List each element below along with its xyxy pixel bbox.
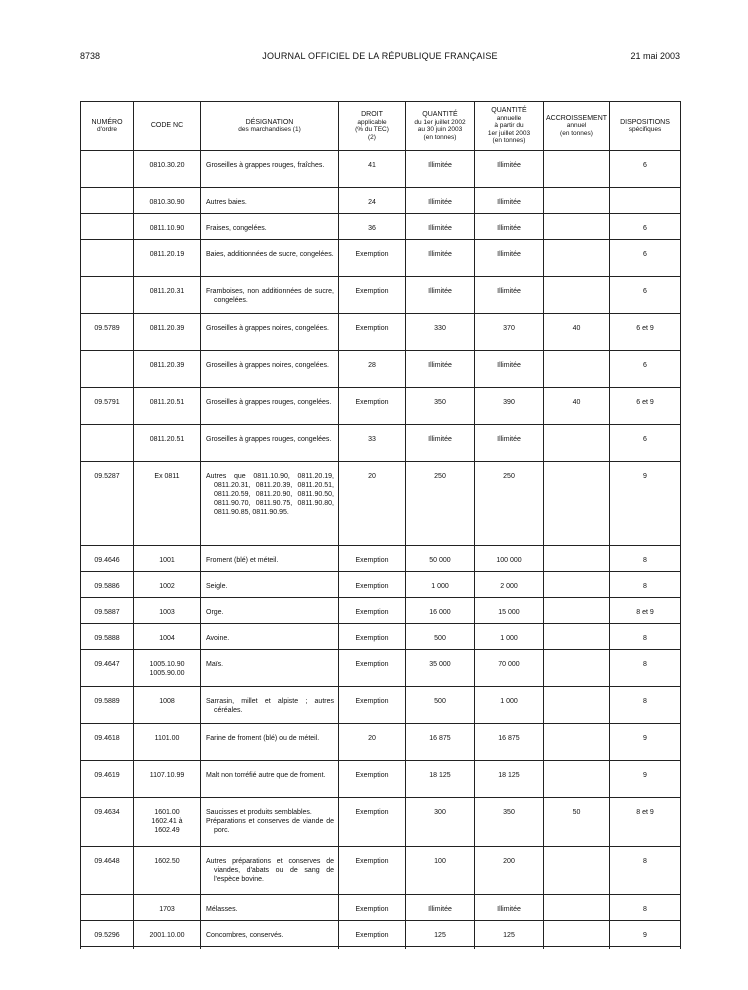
- cell-code: 0811.10.90: [134, 214, 201, 240]
- cell-quantity-2002: 1 000: [406, 572, 475, 598]
- cell-empty: [406, 947, 475, 950]
- cell-quantity-2003: Illimitée: [475, 425, 544, 462]
- cell-provisions: 9: [610, 921, 681, 947]
- cell-code: 1004: [134, 624, 201, 650]
- cell-quantity-2003: 200: [475, 847, 544, 895]
- cell-increase: [544, 598, 610, 624]
- cell-quantity-2002: Illimitée: [406, 214, 475, 240]
- cell-provisions: 8: [610, 895, 681, 921]
- column-header-quantity-2003: [475, 102, 544, 151]
- cell-designation: Saucisses et produits semblables. Préparations et conserves de viande de porc.: [201, 798, 339, 847]
- cell-designation: Froment (blé) et méteil.: [201, 546, 339, 572]
- cell-increase: [544, 240, 610, 277]
- cell-quantity-2002: 100: [406, 847, 475, 895]
- column-header-duty: [339, 102, 406, 151]
- cell-quantity-2002: 300: [406, 798, 475, 847]
- cell-order: [81, 277, 134, 314]
- cell-duty: Exemption: [339, 761, 406, 798]
- cell-designation: Fraises, congelées.: [201, 214, 339, 240]
- cell-quantity-2002: 250: [406, 462, 475, 546]
- cell-code: 1001: [134, 546, 201, 572]
- cell-quantity-2002: 330: [406, 314, 475, 351]
- table-row: [81, 761, 681, 798]
- cell-order: 09.5888: [81, 624, 134, 650]
- cell-increase: [544, 277, 610, 314]
- cell-designation: Framboises, non additionnées de sucre, congelées.: [201, 277, 339, 314]
- cell-quantity-2003: 350: [475, 798, 544, 847]
- column-header-line: QUANTITÉ: [422, 111, 458, 118]
- cell-quantity-2003: 390: [475, 388, 544, 425]
- table-row: [81, 687, 681, 724]
- tariff-quota-table: [80, 101, 681, 949]
- column-header-line: applicable: [357, 118, 387, 126]
- cell-duty: 24: [339, 188, 406, 214]
- cell-designation: Groseilles à grappes noires, congelées.: [201, 314, 339, 351]
- cell-quantity-2003: Illimitée: [475, 277, 544, 314]
- cell-empty: [610, 947, 681, 950]
- table-row: [81, 277, 681, 314]
- cell-duty: Exemption: [339, 546, 406, 572]
- cell-increase: [544, 214, 610, 240]
- cell-increase: [544, 624, 610, 650]
- column-header-line: annuelle: [496, 114, 522, 122]
- cell-quantity-2003: 370: [475, 314, 544, 351]
- cell-designation: Groseilles à grappes noires, congelées.: [201, 351, 339, 388]
- cell-designation: Seigle.: [201, 572, 339, 598]
- cell-designation: Baies, additionnées de sucre, congelées.: [201, 240, 339, 277]
- table-row: [81, 724, 681, 761]
- cell-quantity-2003: 125: [475, 921, 544, 947]
- cell-empty: [339, 947, 406, 950]
- cell-duty: Exemption: [339, 895, 406, 921]
- cell-provisions: 6 et 9: [610, 314, 681, 351]
- column-header-line: ACCROISSEMENT: [545, 114, 608, 122]
- column-header-line: QUANTITÉ: [491, 107, 527, 115]
- cell-provisions: 8: [610, 687, 681, 724]
- publication-date: 21 mai 2003: [630, 51, 680, 61]
- table-row: [81, 462, 681, 546]
- cell-code: 2001.10.00: [134, 921, 201, 947]
- cell-provisions: 6: [610, 151, 681, 188]
- column-header-line: (en tonnes): [560, 129, 593, 137]
- cell-order: 09.4634: [81, 798, 134, 847]
- column-header-line: au 30 juin 2003: [417, 126, 463, 133]
- cell-quantity-2003: 250: [475, 462, 544, 546]
- cell-increase: [544, 724, 610, 761]
- cell-order: [81, 240, 134, 277]
- cell-duty: Exemption: [339, 650, 406, 687]
- cell-provisions: 9: [610, 724, 681, 761]
- cell-duty: Exemption: [339, 598, 406, 624]
- cell-empty: [544, 947, 610, 950]
- cell-duty: Exemption: [339, 624, 406, 650]
- cell-quantity-2002: Illimitée: [406, 188, 475, 214]
- cell-code: 1005.10.90 1005.90.00: [134, 650, 201, 687]
- cell-quantity-2002: 18 125: [406, 761, 475, 798]
- cell-quantity-2002: 16 875: [406, 724, 475, 761]
- cell-increase: [544, 151, 610, 188]
- cell-quantity-2003: 1 000: [475, 687, 544, 724]
- cell-provisions: 6: [610, 240, 681, 277]
- cell-code: 1008: [134, 687, 201, 724]
- table-row: [81, 572, 681, 598]
- cell-code: 1101.00: [134, 724, 201, 761]
- column-header-line: (en tonnes): [423, 133, 457, 141]
- column-header-line: d'ordre: [96, 126, 118, 133]
- cell-provisions: 9: [610, 462, 681, 546]
- cell-designation: Groseilles à grappes rouges, congelées.: [201, 425, 339, 462]
- cell-code: 0811.20.51: [134, 388, 201, 425]
- cell-designation: Autres baies.: [201, 188, 339, 214]
- cell-duty: 20: [339, 462, 406, 546]
- cell-quantity-2002: Illimitée: [406, 240, 475, 277]
- cell-increase: 40: [544, 388, 610, 425]
- cell-provisions: 8 et 9: [610, 798, 681, 847]
- cell-order: 09.5889: [81, 687, 134, 724]
- cell-increase: [544, 687, 610, 724]
- cell-provisions: 6: [610, 425, 681, 462]
- column-header-line: DISPOSITIONS: [620, 118, 670, 126]
- cell-increase: [544, 921, 610, 947]
- cell-order: 09.5287: [81, 462, 134, 546]
- journal-title: JOURNAL OFFICIEL DE LA RÉPUBLIQUE FRANÇAISE: [262, 51, 498, 61]
- cell-quantity-2002: Illimitée: [406, 151, 475, 188]
- cell-provisions: 6: [610, 214, 681, 240]
- column-header-line: CODE NC: [150, 122, 184, 130]
- cell-quantity-2002: Illimitée: [406, 351, 475, 388]
- cell-quantity-2003: Illimitée: [475, 240, 544, 277]
- cell-code: 0811.20.39: [134, 351, 201, 388]
- cell-quantity-2003: 2 000: [475, 572, 544, 598]
- cell-order: 09.4618: [81, 724, 134, 761]
- table-row: [81, 895, 681, 921]
- cell-code: 0810.30.20: [134, 151, 201, 188]
- cell-increase: [544, 847, 610, 895]
- cell-code: 1602.50: [134, 847, 201, 895]
- cell-duty: Exemption: [339, 921, 406, 947]
- cell-order: [81, 151, 134, 188]
- table-row: [81, 351, 681, 388]
- column-header-line: NUMÉRO: [91, 118, 123, 126]
- cell-quantity-2002: 125: [406, 921, 475, 947]
- cell-provisions: 6: [610, 351, 681, 388]
- cell-increase: [544, 188, 610, 214]
- cell-increase: [544, 546, 610, 572]
- cell-duty: Exemption: [339, 572, 406, 598]
- cell-quantity-2003: Illimitée: [475, 188, 544, 214]
- cell-quantity-2003: 70 000: [475, 650, 544, 687]
- column-header-line: DROIT: [361, 111, 383, 118]
- column-header-line: spécifiques: [628, 126, 662, 133]
- table-row: [81, 546, 681, 572]
- cell-duty: 36: [339, 214, 406, 240]
- cell-order: 09.4646: [81, 546, 134, 572]
- cell-order: 09.5886: [81, 572, 134, 598]
- table-row: [81, 151, 681, 188]
- cell-provisions: 8: [610, 650, 681, 687]
- cell-duty: Exemption: [339, 847, 406, 895]
- column-header-order: [81, 102, 134, 151]
- cell-provisions: 8 et 9: [610, 598, 681, 624]
- cell-designation: Maïs.: [201, 650, 339, 687]
- cell-duty: Exemption: [339, 314, 406, 351]
- cell-code: 1601.00 1602.41 à 1602.49: [134, 798, 201, 847]
- cell-provisions: 8: [610, 572, 681, 598]
- cell-duty: Exemption: [339, 277, 406, 314]
- cell-code: 0811.20.31: [134, 277, 201, 314]
- table-row: [81, 188, 681, 214]
- page-header: [80, 51, 680, 65]
- cell-increase: [544, 351, 610, 388]
- cell-designation: Groseilles à grappes rouges, congelées.: [201, 388, 339, 425]
- cell-quantity-2003: 100 000: [475, 546, 544, 572]
- cell-duty: 33: [339, 425, 406, 462]
- cell-quantity-2002: 50 000: [406, 546, 475, 572]
- table-row: [81, 388, 681, 425]
- cell-order: 09.5789: [81, 314, 134, 351]
- cell-increase: 40: [544, 314, 610, 351]
- cell-code: 1703: [134, 895, 201, 921]
- cell-order: 09.4647: [81, 650, 134, 687]
- table-row: [81, 598, 681, 624]
- cell-quantity-2002: 500: [406, 624, 475, 650]
- cell-order: 09.4648: [81, 847, 134, 895]
- cell-increase: 50: [544, 798, 610, 847]
- table-row: [81, 624, 681, 650]
- cell-quantity-2003: Illimitée: [475, 214, 544, 240]
- cell-order: [81, 351, 134, 388]
- cell-duty: Exemption: [339, 798, 406, 847]
- cell-increase: [544, 761, 610, 798]
- cell-duty: 41: [339, 151, 406, 188]
- cell-code: 0811.20.51: [134, 425, 201, 462]
- cell-provisions: 8: [610, 624, 681, 650]
- cell-order: [81, 214, 134, 240]
- column-header-designation: [201, 102, 339, 151]
- cell-code: 0810.30.90: [134, 188, 201, 214]
- column-header-line: du 1er juillet 2002: [414, 118, 466, 126]
- cell-provisions: [610, 188, 681, 214]
- column-header-line: des marchandises (1): [238, 126, 301, 133]
- cell-order: 09.5887: [81, 598, 134, 624]
- cell-order: 09.5296: [81, 921, 134, 947]
- cell-code: Ex 0811: [134, 462, 201, 546]
- cell-quantity-2002: Illimitée: [406, 277, 475, 314]
- table-header-row: [81, 102, 681, 151]
- cell-provisions: 9: [610, 761, 681, 798]
- cell-designation: Concombres, conservés.: [201, 921, 339, 947]
- cell-quantity-2003: Illimitée: [475, 895, 544, 921]
- page-number: 8738: [80, 51, 101, 61]
- cell-quantity-2002: 16 000: [406, 598, 475, 624]
- cell-code: 1003: [134, 598, 201, 624]
- cell-duty: 20: [339, 724, 406, 761]
- table-row: [81, 240, 681, 277]
- cell-designation: Orge.: [201, 598, 339, 624]
- column-header-increase: [544, 102, 610, 151]
- column-header-line: (en tonnes): [492, 137, 526, 145]
- cell-provisions: 6: [610, 277, 681, 314]
- cell-increase: [544, 572, 610, 598]
- table-row: [81, 214, 681, 240]
- cell-quantity-2003: Illimitée: [475, 151, 544, 188]
- cell-empty: [81, 947, 134, 950]
- column-header-line: 1er juillet 2003: [487, 129, 531, 137]
- cell-code: 0811.20.19: [134, 240, 201, 277]
- column-header-quantity-2002: [406, 102, 475, 151]
- column-header-line: (2): [368, 133, 376, 141]
- cell-designation: Farine de froment (blé) ou de méteil.: [201, 724, 339, 761]
- cell-order: 09.5791: [81, 388, 134, 425]
- cell-empty: [134, 947, 201, 950]
- column-header-provisions: [610, 102, 681, 151]
- cell-increase: [544, 650, 610, 687]
- cell-code: 1107.10.99: [134, 761, 201, 798]
- cell-designation: Sarrasin, millet et alpiste ; autres céréales.: [201, 687, 339, 724]
- cell-quantity-2002: Illimitée: [406, 895, 475, 921]
- cell-designation: Mélasses.: [201, 895, 339, 921]
- cell-quantity-2003: 16 875: [475, 724, 544, 761]
- table-row: [81, 314, 681, 351]
- cell-quantity-2002: 500: [406, 687, 475, 724]
- cell-order: [81, 188, 134, 214]
- cell-quantity-2002: 350: [406, 388, 475, 425]
- table-row: [81, 425, 681, 462]
- cell-duty: Exemption: [339, 687, 406, 724]
- cell-duty: 28: [339, 351, 406, 388]
- column-header-code: [134, 102, 201, 151]
- cell-empty: [201, 947, 339, 950]
- cell-quantity-2003: Illimitée: [475, 351, 544, 388]
- cell-provisions: 8: [610, 546, 681, 572]
- cell-designation: Avoine.: [201, 624, 339, 650]
- column-header-line: à partir du: [494, 122, 524, 130]
- table-row: [81, 847, 681, 895]
- cell-quantity-2003: 18 125: [475, 761, 544, 798]
- column-header-line: (% du TEC): [355, 126, 389, 133]
- cell-designation: Autres que 0811.10.90, 0811.20.19, 0811.20.31, 0811.20.39, 0811.20.51, 0811.20.59, 0811.20.90, 0811.90.50, 0811.90.70, 0811.90.75, 0811.90.80, 0811.90.85, 0811.90.95.: [201, 462, 339, 546]
- table-row: [81, 650, 681, 687]
- column-header-line: annuel: [566, 122, 587, 130]
- cell-quantity-2003: 15 000: [475, 598, 544, 624]
- cell-provisions: 8: [610, 847, 681, 895]
- cell-increase: [544, 895, 610, 921]
- table-continuation-row: [81, 947, 681, 950]
- cell-provisions: 6 et 9: [610, 388, 681, 425]
- cell-order: 09.4619: [81, 761, 134, 798]
- cell-code: 0811.20.39: [134, 314, 201, 351]
- cell-quantity-2002: 35 000: [406, 650, 475, 687]
- cell-empty: [475, 947, 544, 950]
- table-row: [81, 798, 681, 847]
- cell-duty: Exemption: [339, 240, 406, 277]
- cell-order: [81, 425, 134, 462]
- cell-increase: [544, 425, 610, 462]
- cell-code: 1002: [134, 572, 201, 598]
- cell-increase: [544, 462, 610, 546]
- column-header-line: DÉSIGNATION: [245, 118, 294, 126]
- cell-quantity-2002: Illimitée: [406, 425, 475, 462]
- cell-designation: Autres préparations et conserves de viandes, d'abats ou de sang de l'espèce bovine.: [201, 847, 339, 895]
- cell-duty: Exemption: [339, 388, 406, 425]
- cell-quantity-2003: 1 000: [475, 624, 544, 650]
- cell-designation: Malt non torréfié autre que de froment.: [201, 761, 339, 798]
- cell-order: [81, 895, 134, 921]
- cell-designation: Groseilles à grappes rouges, fraîches.: [201, 151, 339, 188]
- table-row: [81, 921, 681, 947]
